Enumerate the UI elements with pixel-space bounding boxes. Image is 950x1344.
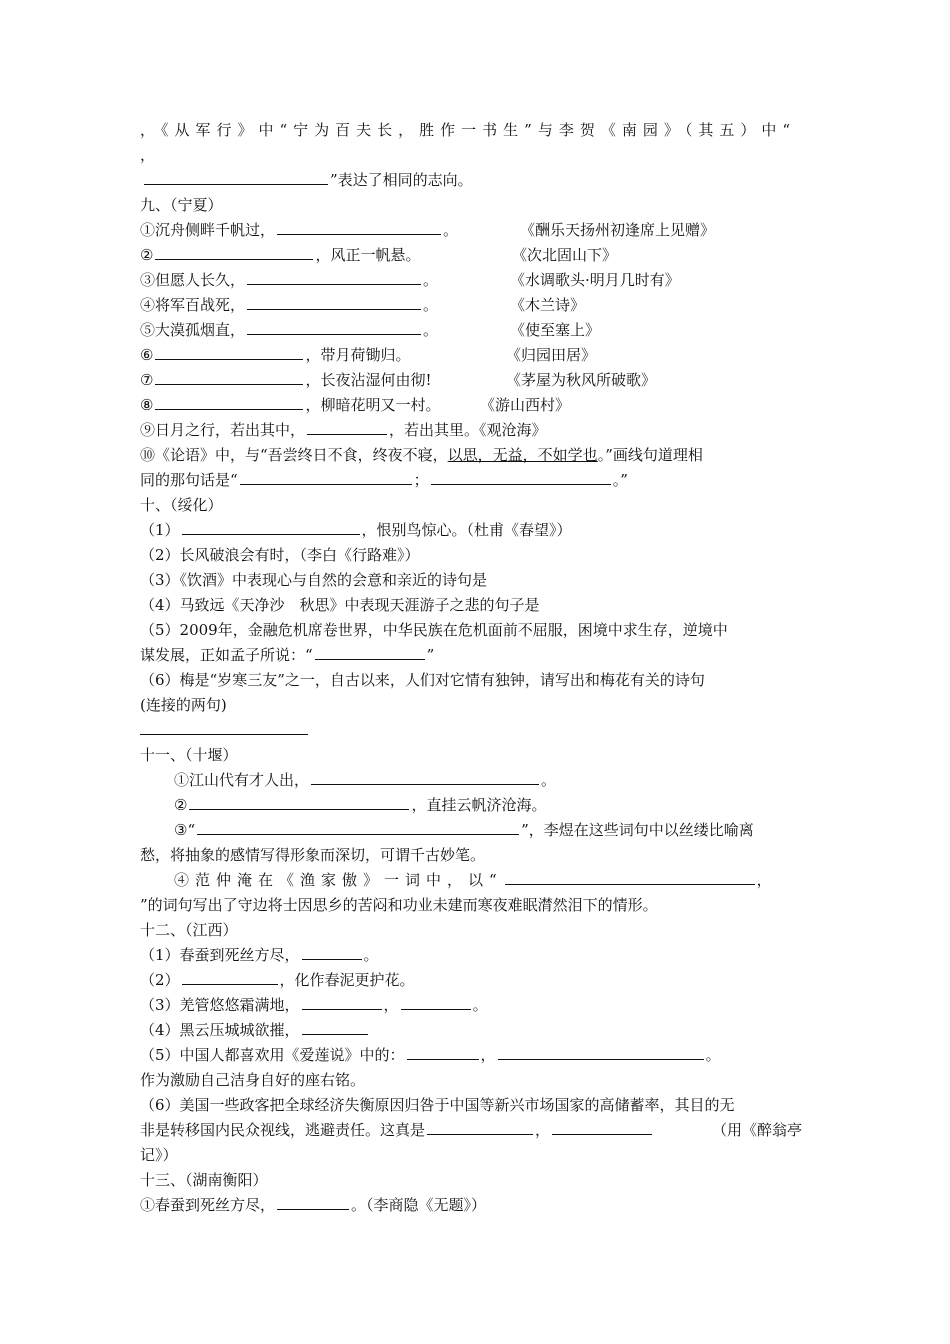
answer-blank[interactable] [182,968,278,985]
answer-blank[interactable] [155,393,303,410]
s9-item-4: ④将军百战死， 。 《木兰诗》 [140,293,812,318]
s11-item-4-cont: ”的词句写出了守边将士因思乡的苦闷和功业未建而寒夜难眠潸然泪下的情形。 [140,896,658,914]
answer-blank[interactable] [302,993,382,1010]
s9-item-8: ⑧ ，柳暗花明又一村。 《游山西村》 [140,393,812,418]
answer-blank[interactable] [247,318,421,335]
s9-item-10: ⑩《论语》中，与“吾尝终日不食，终夜不寝，以思，无益，不如学也。”画线句道理相 [140,446,703,464]
s9-item-10-cont: 同的那句话是“ ； 。” [140,468,812,493]
s10-q5-cont: 谋发展，正如孟子所说：“ ” [140,643,812,668]
s11-item-1: ①江山代有才人出， 。 [140,768,812,793]
s11-item-4: ④范仲淹在《渔家傲》一词中，以“ ， [140,868,812,893]
s12-q6-cont: 非是转移国内民众视线，逃避责任。这真是 ， （用《醉翁亭 [140,1118,812,1143]
answer-blank[interactable] [247,268,421,285]
s9-item-5: ⑤大漠孤烟直， 。 《使至塞上》 [140,318,812,343]
s12-q6-cont2: 记》） [140,1146,178,1164]
s9-item-7: ⑦ ，长夜沾湿何由彻! 《茅屋为秋风所破歌》 [140,368,812,393]
s10-q5: （5）2009年，金融危机席卷世界，中华民族在危机面前不屈服，困境中求生存，逆境中 [140,621,728,639]
answer-blank[interactable] [247,293,421,310]
answer-blank[interactable] [155,343,303,360]
answer-blank[interactable] [302,943,362,960]
s11-item-3-cont: 愁，将抽象的感情写得形象而深切，可谓千古妙笔。 [140,846,486,864]
section-title-11: 十一、（十堰） [140,746,238,764]
section-title-13: 十三、（湖南衡阳） [140,1171,268,1189]
s11-item-3: ③“ ”，李煜在这些词句中以丝缕比喻离 [140,818,812,843]
answer-blank[interactable] [277,1193,349,1210]
answer-blank[interactable] [315,643,425,660]
s9-item-1: ①沉舟侧畔千帆过， 。 《酬乐天扬州初逢席上见赠》 [140,218,812,243]
answer-blank[interactable] [505,868,755,885]
s12-q2: （2） ，化作春泥更护花。 [140,968,812,993]
s10-q1: （1） ，恨别鸟惊心。（杜甫《春望》） [140,518,812,543]
s9-item-3: ③但愿人长久， 。 《水调歌头·明月几时有》 [140,268,812,293]
answer-blank[interactable] [407,1043,479,1060]
s9-item-6: ⑥ ，带月荷锄归。 《归园田居》 [140,343,812,368]
answer-blank[interactable] [498,1043,704,1060]
s10-q6-cont: (连接的两句) [140,696,227,714]
s12-q3: （3）羌管悠悠霜满地， ， 。 [140,993,812,1018]
s9-item-2: ② ，风正一帆悬。 《次北固山下》 [140,243,812,268]
s13-item-1: ①春蚕到死丝方尽， 。（李商隐《无题》） [140,1193,812,1218]
answer-blank[interactable] [182,518,360,535]
document-page [140,118,812,1218]
s8-line1: ，《从军行》中“宁为百夫长，胜作一书生”与李贺《南园》（其五）中“ [140,121,797,139]
s11-item-2: ② ，直挂云帆济沧海。 [140,793,812,818]
s12-q4: （4）黑云压城城欲摧， [140,1018,812,1043]
section-title-10: 十、（绥化） [140,496,223,514]
s12-q5: （5）中国人都喜欢用《爱莲说》中的： ， 。 [140,1043,812,1068]
answer-blank[interactable] [155,368,303,385]
answer-blank[interactable] [277,218,441,235]
answer-blank[interactable] [302,1018,368,1035]
answer-blank[interactable] [197,818,519,835]
s8-line2: ， [140,146,156,164]
answer-blank[interactable] [240,468,412,485]
s12-q5-cont: 作为激励自己洁身自好的座右铭。 [140,1071,366,1089]
underlined-phrase: 以思，无益，不如学也 [447,446,598,464]
answer-blank[interactable] [140,718,308,735]
answer-blank[interactable] [189,793,409,810]
s12-q1: （1）春蚕到死丝方尽， 。 [140,943,812,968]
answer-blank[interactable] [427,1118,533,1135]
answer-blank[interactable] [144,168,328,185]
answer-blank[interactable] [307,418,387,435]
answer-blank[interactable] [552,1118,652,1135]
s10-q3: （3）《饮酒》中表现心与自然的会意和亲近的诗句是 [140,571,488,589]
s8-line3: ”表达了相同的志向。 [140,168,812,193]
s10-q6-blank-line [140,718,812,743]
answer-blank[interactable] [431,468,611,485]
s10-q6: （6）梅是“岁寒三友”之一，自古以来，人们对它情有独钟，请写出和梅花有关的诗句 [140,671,705,689]
s10-q4: （4）马致远《天净沙 秋思》中表现天涯游子之悲的句子是 [140,596,540,614]
s12-q6: （6）美国一些政客把全球经济失衡原因归咎于中国等新兴市场国家的高储蓄率，其目的无 [140,1096,735,1114]
answer-blank[interactable] [311,768,539,785]
section-title-9: 九、（宁夏） [140,196,223,214]
s9-item-9: ⑨日月之行，若出其中， ，若出其里。《观沧海》 [140,418,812,443]
answer-blank[interactable] [401,993,471,1010]
s10-q2: （2）长风破浪会有时，（李白《行路难》） [140,546,420,564]
section-title-12: 十二、（江西） [140,921,238,939]
answer-blank[interactable] [155,243,313,260]
